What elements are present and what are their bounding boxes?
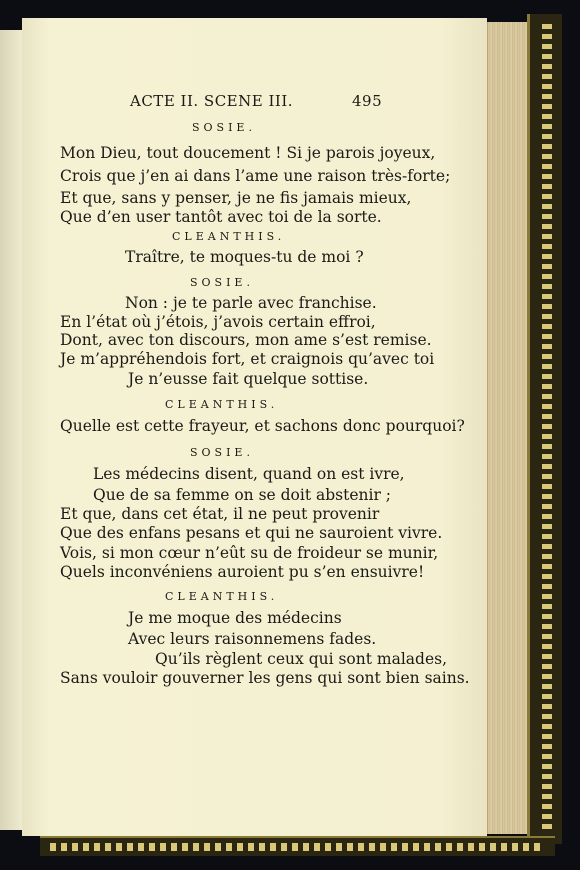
- verse-line: Sans vouloir gouverner les gens qui sont bien sains.: [60, 669, 470, 687]
- verse-line: Et que, sans y penser, je ne fis jamais mieux,: [60, 189, 412, 207]
- page-edges: [487, 22, 528, 834]
- verse-line: Que des enfans pesans et qui ne sauroient vivre.: [60, 524, 443, 542]
- verse-line: Quelle est cette frayeur, et sachons donc pourquoi?: [60, 417, 465, 435]
- page-number: 495: [352, 92, 383, 110]
- verse-line: Crois que j’en ai dans l’ame une raison très-forte;: [60, 167, 451, 185]
- speaker-name: CLEANTHIS.: [165, 398, 279, 411]
- verse-line: Qu’ils règlent ceux qui sont malades,: [155, 650, 448, 668]
- speaker-name: SOSIE.: [190, 276, 254, 289]
- verse-line: Les médecins disent, quand on est ivre,: [93, 465, 405, 483]
- speaker-name: CLEANTHIS.: [165, 590, 279, 603]
- speaker-name: CLEANTHIS.: [172, 230, 286, 243]
- book-spine: [527, 14, 562, 844]
- verse-line: Que d’en user tantôt avec toi de la sorte.: [60, 208, 382, 226]
- bottom-decoration: [50, 843, 545, 851]
- verse-line: Mon Dieu, tout doucement ! Si je parois joyeux,: [60, 144, 436, 162]
- verse-line: Non : je te parle avec franchise.: [125, 294, 377, 312]
- verse-line: Je n’eusse fait quelque sottise.: [128, 370, 369, 388]
- verse-line: Je m’appréhendois fort, et craignois qu’avec toi: [60, 350, 435, 368]
- verse-line: Dont, avec ton discours, mon ame s’est remise.: [60, 331, 432, 349]
- running-title: ACTE II. SCENE III.: [130, 92, 294, 110]
- spine-decoration: [542, 24, 552, 834]
- verse-line: Vois, si mon cœur n’eût su de froideur se munir,: [60, 544, 439, 562]
- verse-line: Avec leurs raisonnemens fades.: [128, 630, 377, 648]
- speaker-name: SOSIE.: [192, 121, 256, 134]
- book-bottom-edge: [40, 836, 555, 856]
- verse-line: Traître, te moques-tu de moi ?: [125, 248, 364, 266]
- facing-page-edge: [0, 30, 22, 830]
- verse-line: En l’état où j’étois, j’avois certain effroi,: [60, 313, 376, 331]
- speaker-name: SOSIE.: [190, 446, 254, 459]
- verse-line: Et que, dans cet état, il ne peut provenir: [60, 505, 380, 523]
- verse-line: Je me moque des médecins: [128, 609, 342, 627]
- verse-line: Que de sa femme on se doit abstenir ;: [93, 486, 392, 504]
- verse-line: Quels inconvéniens auroient pu s’en ensuivre!: [60, 563, 425, 581]
